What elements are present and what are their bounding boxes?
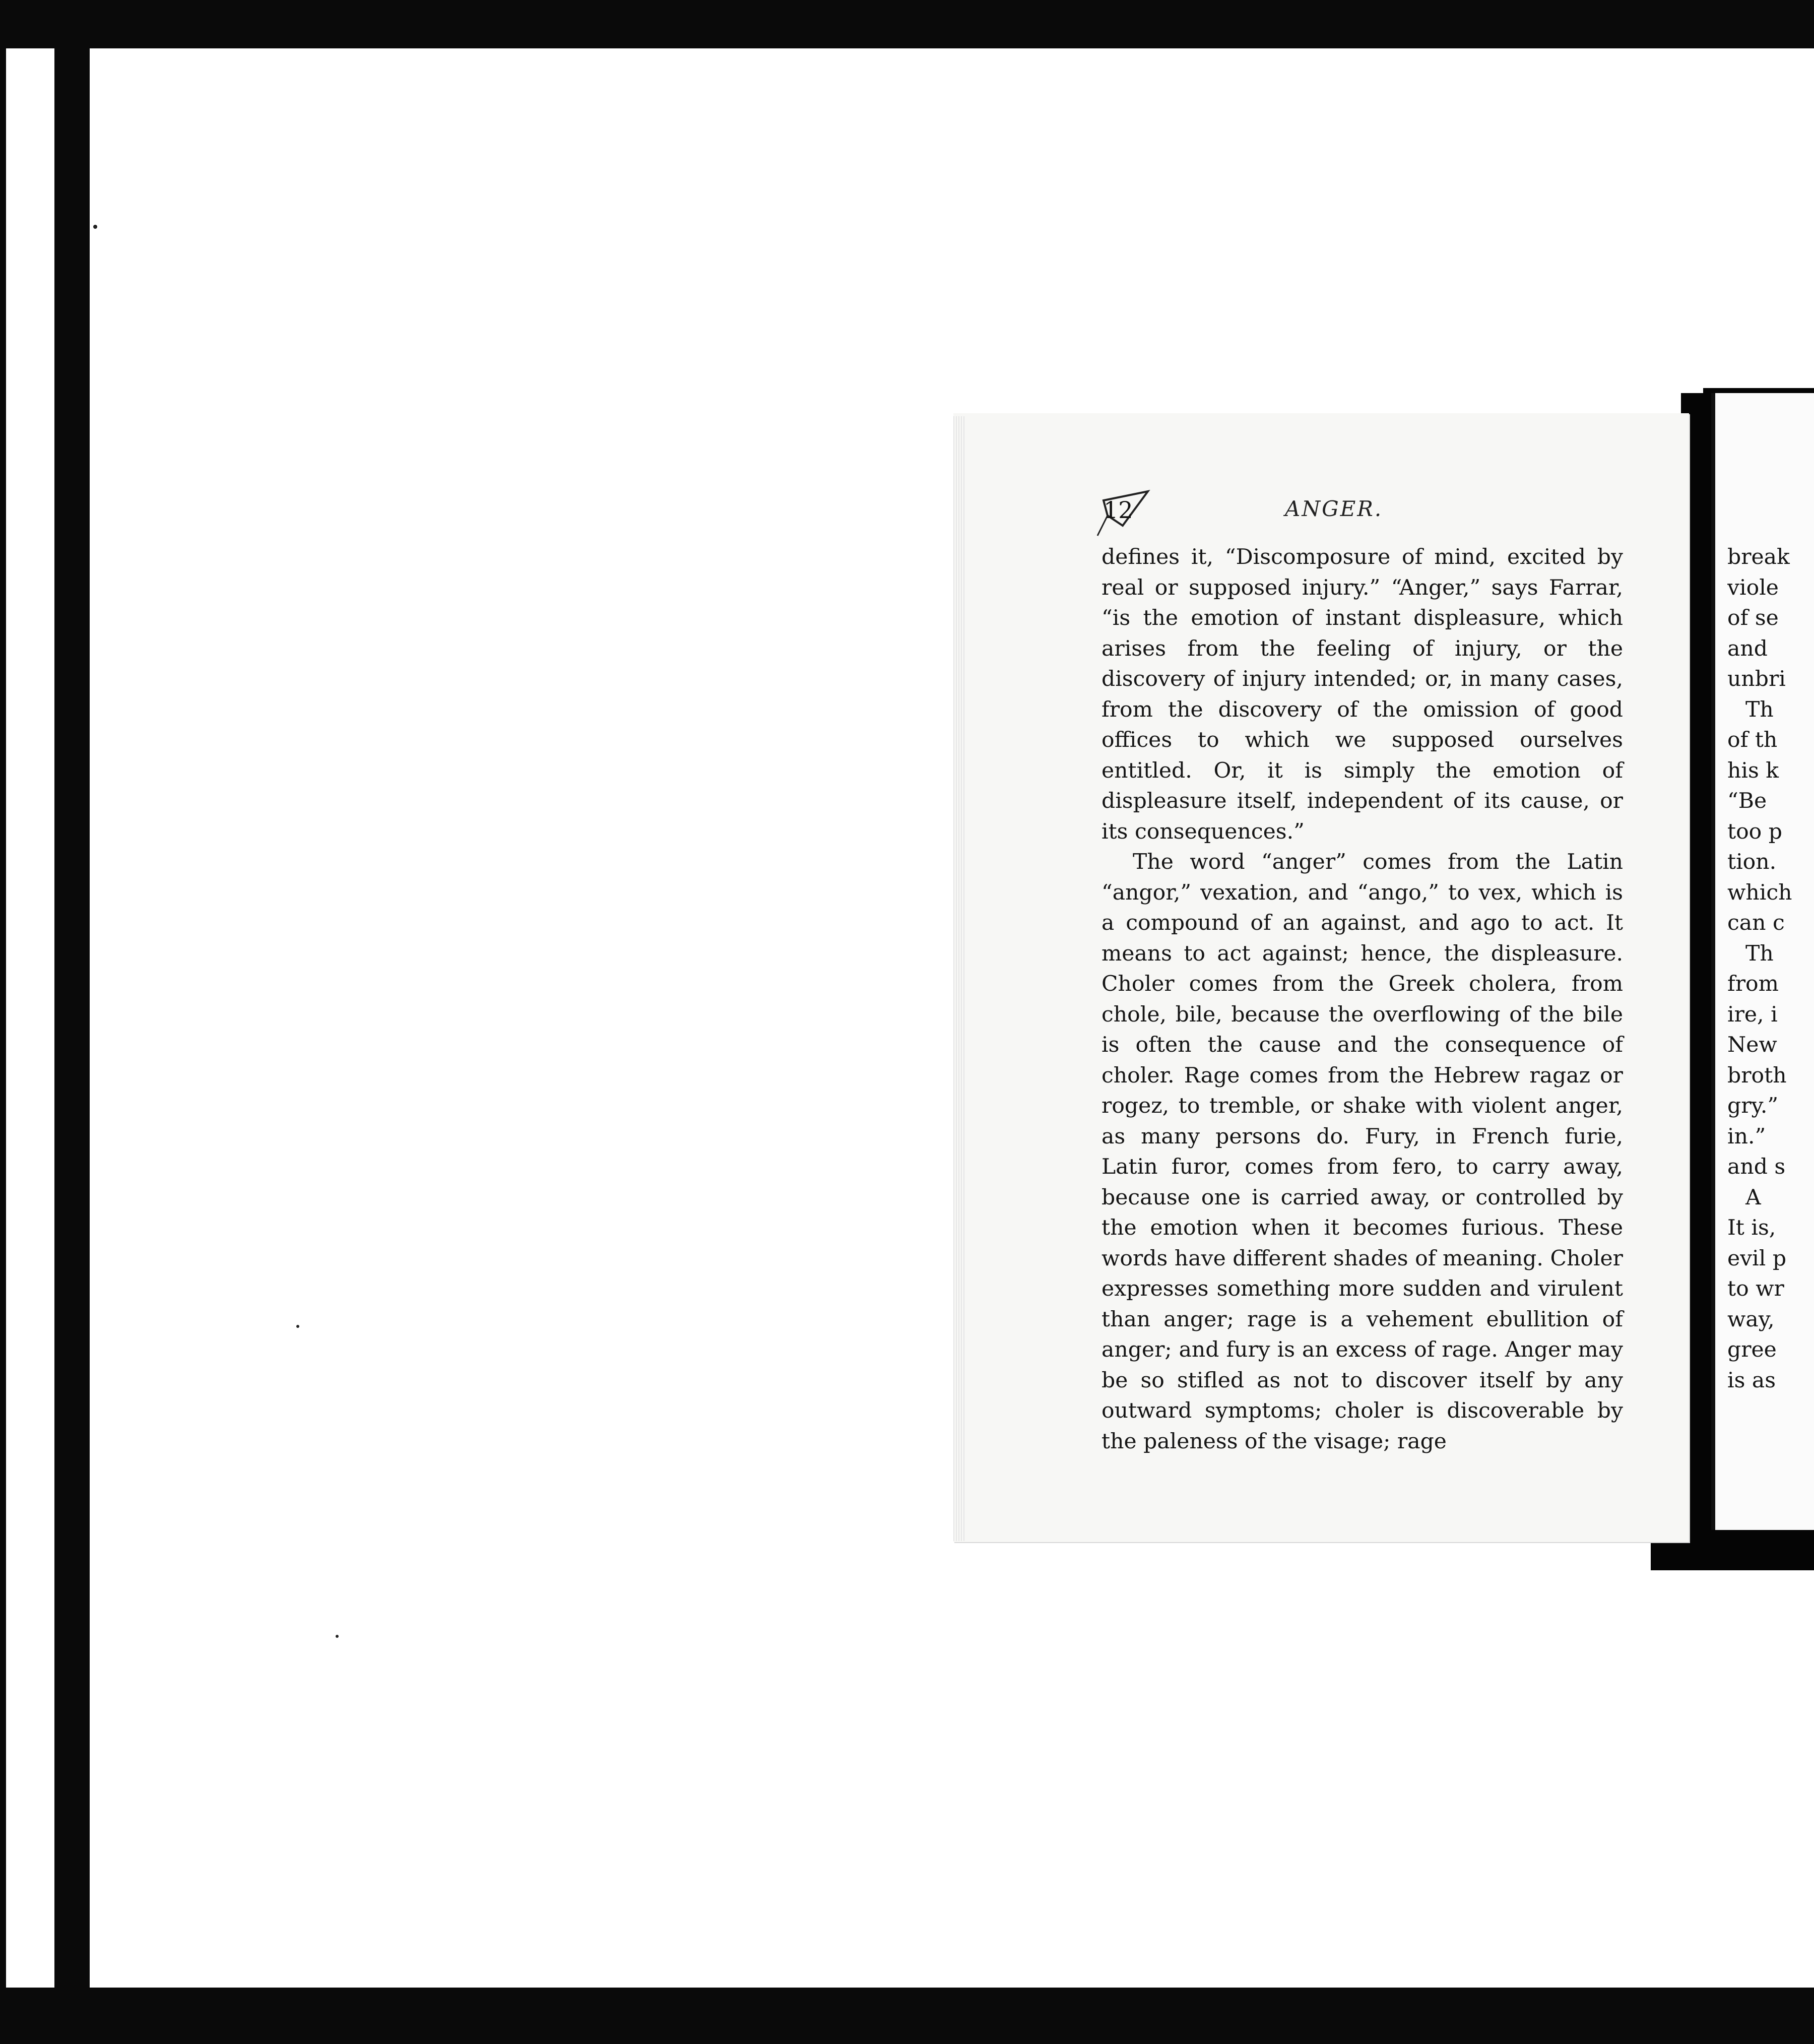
cut-line: his k (1727, 758, 1779, 783)
cut-line: from (1727, 972, 1779, 996)
film-border-top (0, 0, 1814, 48)
dust-speck (336, 1635, 339, 1638)
paragraph: The word “anger” comes from the Latin “angor,” vexation, and “ango,” to vex, which is a compound of an against, and ago to act. It means to act against; hence, the displeasure. Choler comes from the Greek cholera, from chole, bile, because the overflowing of the bile is often the cause and the consequence of choler. Rage comes from the Hebrew ragaz or rogez, to tremble, or shake with violent anger, as many persons do. Fury, in French furie, Latin furor, comes from fero, to carry away, because one is carried away, or controlled by the emotion when it becomes furious. These words have different shades of meaning. Choler expresses something more sudden and virulent than anger; rage is a vehement ebullition of anger; and fury is an excess of rage. Anger may be so stifled as not to discover itself by any outward symptoms; choler is discoverable by the paleness of the visage; rage (1102, 850, 1623, 1454)
film-border-left-outer (0, 0, 6, 2044)
paragraph: defines it, “Discomposure of mind, excited by real or supposed injury.” “Anger,” says Farrar, “is the emotion of instant displeasure, which arises from the feeling of injury, or the discovery of injury intended; or, in many cases, from the discovery of the omission of good offices to which we supposed ourselves entitled. Or, it is simply the emotion of displeasure itself, independent of its cause, or its consequences.” (1102, 545, 1623, 844)
cut-line: Th (1745, 697, 1774, 722)
page-body (1102, 542, 1623, 1457)
cut-line: tion. (1727, 850, 1777, 874)
film-margin-strip (6, 48, 54, 1989)
cut-line: of se (1727, 606, 1779, 630)
film-border-bottom (0, 1988, 1814, 2044)
cut-line: It is, (1727, 1216, 1776, 1240)
cut-line: and (1727, 636, 1768, 661)
cut-line: and s (1727, 1155, 1786, 1179)
cut-line: way, (1727, 1307, 1775, 1332)
dust-speck (93, 225, 97, 229)
cut-line: evil p (1727, 1246, 1787, 1271)
page-number: 12 (1104, 496, 1133, 524)
film-border-left (54, 48, 90, 1989)
cut-line: can c (1727, 911, 1785, 935)
page-header (1104, 496, 1607, 537)
facing-page-text (1727, 542, 1814, 1396)
page-edges (953, 416, 965, 1541)
cut-line: Th (1745, 941, 1774, 966)
cut-line: A (1745, 1185, 1761, 1210)
cut-line: New (1727, 1033, 1777, 1057)
cut-line: in.” (1727, 1124, 1766, 1149)
cut-line: of th (1727, 728, 1778, 752)
cut-line: broth (1727, 1063, 1787, 1088)
running-head: ANGER. (1285, 496, 1383, 521)
cut-line: unbri (1727, 667, 1786, 691)
dust-speck (296, 1325, 299, 1328)
cut-line: to wr (1727, 1276, 1784, 1301)
cut-line: break (1727, 545, 1790, 569)
cut-line: “Be (1727, 789, 1767, 813)
cut-line: ire, i (1727, 1002, 1778, 1027)
cut-line: gree (1727, 1337, 1777, 1362)
cut-line: too p (1727, 819, 1782, 844)
cut-line: is as (1727, 1368, 1776, 1393)
cut-line: gry.” (1727, 1094, 1779, 1118)
cut-line: which (1727, 880, 1792, 905)
cut-line: viole (1727, 575, 1779, 600)
